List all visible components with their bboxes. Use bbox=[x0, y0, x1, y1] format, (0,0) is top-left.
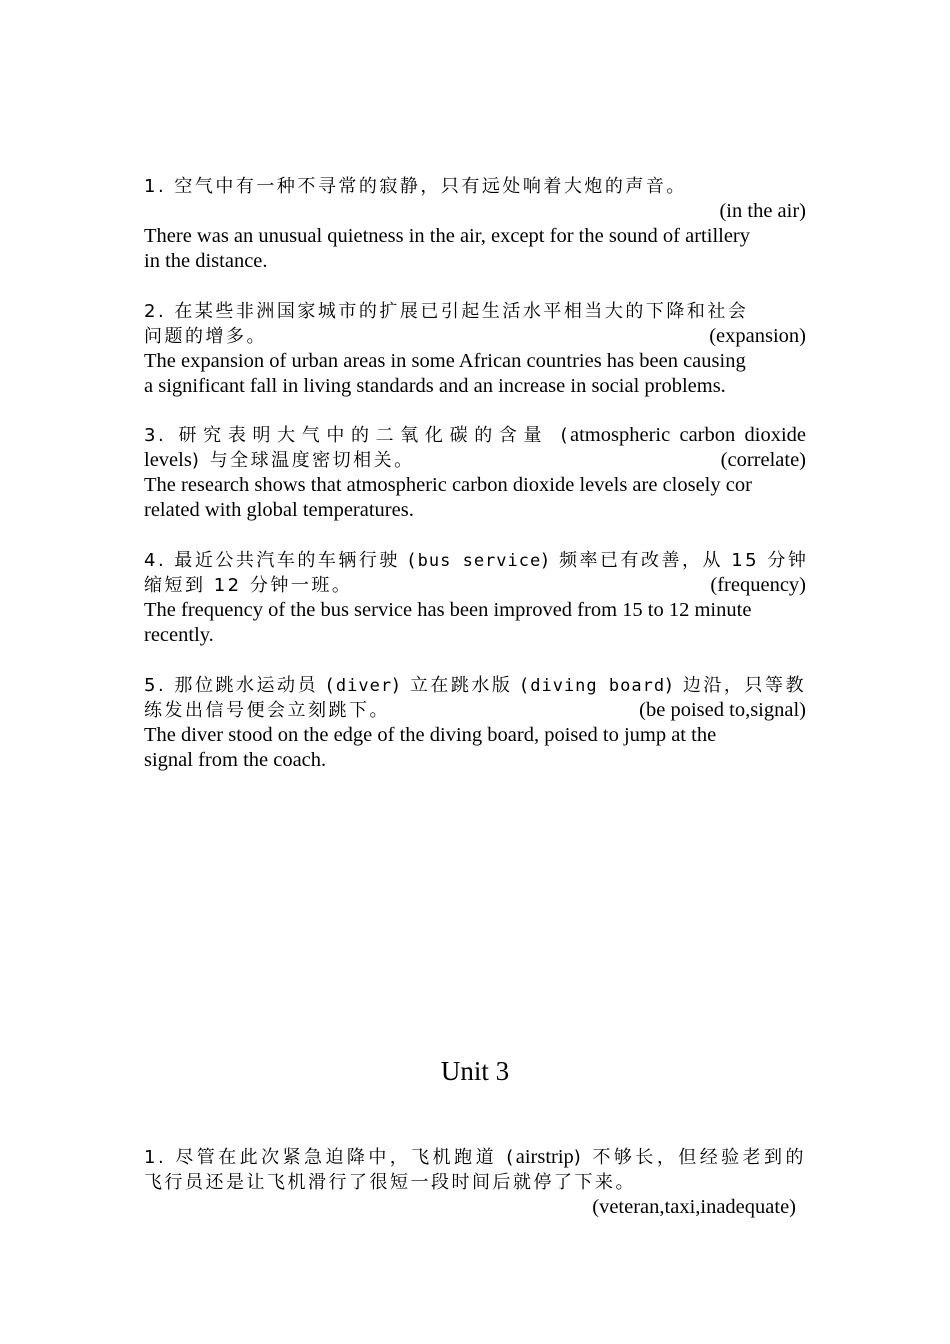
exercise-item-5 bbox=[144, 673, 806, 773]
english-term: diver bbox=[335, 676, 393, 696]
exercise-item-3 bbox=[144, 423, 806, 523]
chinese-text: ) 边沿，只等教 bbox=[665, 675, 806, 696]
english-translation-line: related with global temperatures. bbox=[144, 499, 414, 521]
english-translation-line: signal from the coach. bbox=[144, 749, 327, 771]
chinese-text: ) 与全球温度密切相关。 bbox=[191, 450, 415, 471]
hint-keywords: (correlate) bbox=[720, 449, 806, 471]
hint-keywords: (in the air) bbox=[719, 200, 806, 222]
chinese-text: ) 不够长，但经验老到的 bbox=[573, 1147, 806, 1168]
english-term: levels bbox=[144, 449, 192, 471]
chinese-sentence: 问题的增多。 bbox=[144, 326, 267, 347]
english-term: diving board bbox=[530, 676, 666, 696]
english-translation-line: The research shows that atmospheric carbon dioxide levels are closely cor bbox=[144, 474, 752, 496]
chinese-text: 1. 尽管在此次紧急迫降中，飞机跑道 ( bbox=[144, 1147, 516, 1168]
english-translation-line: a significant fall in living standards and an increase in social problems. bbox=[144, 375, 726, 397]
exercise-item-4 bbox=[144, 548, 809, 648]
chinese-sentence: 练发出信号便会立刻跳下。 bbox=[144, 700, 390, 721]
english-term: bus service bbox=[417, 551, 542, 571]
chinese-sentence-line bbox=[144, 573, 806, 598]
chinese-sentence bbox=[144, 673, 806, 698]
hint-keywords: (expansion) bbox=[709, 325, 806, 347]
chinese-sentence: 1. 空气中有一种不寻常的寂静，只有远处响着大炮的声音。 bbox=[144, 176, 687, 197]
english-translation-line: There was an unusual quietness in the air, except for the sound of artillery bbox=[144, 225, 751, 247]
chinese-text: 4. 最近公共汽车的车辆行驶 ( bbox=[144, 550, 418, 571]
english-translation-line: in the distance. bbox=[144, 250, 268, 272]
hint-keywords: (be poised to,signal) bbox=[639, 699, 806, 721]
english-translation-line: The diver stood on the edge of the diving board, poised to jump at the bbox=[144, 724, 717, 746]
hint-keywords: (frequency) bbox=[710, 574, 806, 596]
chinese-sentence bbox=[144, 423, 806, 448]
english-translation-line: recently. bbox=[144, 624, 214, 646]
english-translation-line: The expansion of urban areas in some African countries has been causing bbox=[144, 350, 746, 372]
english-term: airstrip bbox=[515, 1146, 574, 1168]
exercise-item-1 bbox=[144, 174, 806, 274]
chinese-sentence: 2. 在某些非洲国家城市的扩展已引起生活水平相当大的下降和社会 bbox=[144, 301, 749, 322]
chinese-sentence: 飞行员还是让飞机滑行了很短一段时间后就停了下来。 bbox=[144, 1172, 636, 1193]
unit3-exercise-item-1 bbox=[144, 1145, 806, 1220]
chinese-sentence-line bbox=[144, 324, 806, 349]
chinese-text: 3. 研究表明大气中的二氧化碳的含量 ( bbox=[144, 425, 571, 446]
english-translation-line: The frequency of the bus service has been improved from 15 to 12 minute bbox=[144, 599, 752, 621]
chinese-text: ) 立在跳水版 ( bbox=[392, 675, 531, 696]
chinese-sentence bbox=[144, 548, 809, 573]
exercise-item-2 bbox=[144, 299, 806, 399]
chinese-sentence bbox=[144, 1145, 806, 1170]
chinese-text: 5. 那位跳水运动员 ( bbox=[144, 675, 336, 696]
chinese-sentence-line bbox=[144, 698, 806, 723]
unit-heading: Unit 3 bbox=[440, 1056, 510, 1086]
chinese-sentence-line bbox=[144, 448, 806, 473]
chinese-text: ) 频率已有改善，从 15 分钟 bbox=[541, 550, 809, 571]
chinese-sentence: 缩短到 12 分钟一班。 bbox=[144, 575, 353, 596]
english-term: atmospheric carbon dioxide bbox=[570, 424, 806, 446]
hint-keywords: (veteran,taxi,inadequate) bbox=[592, 1196, 796, 1218]
chinese-sentence bbox=[144, 448, 415, 473]
